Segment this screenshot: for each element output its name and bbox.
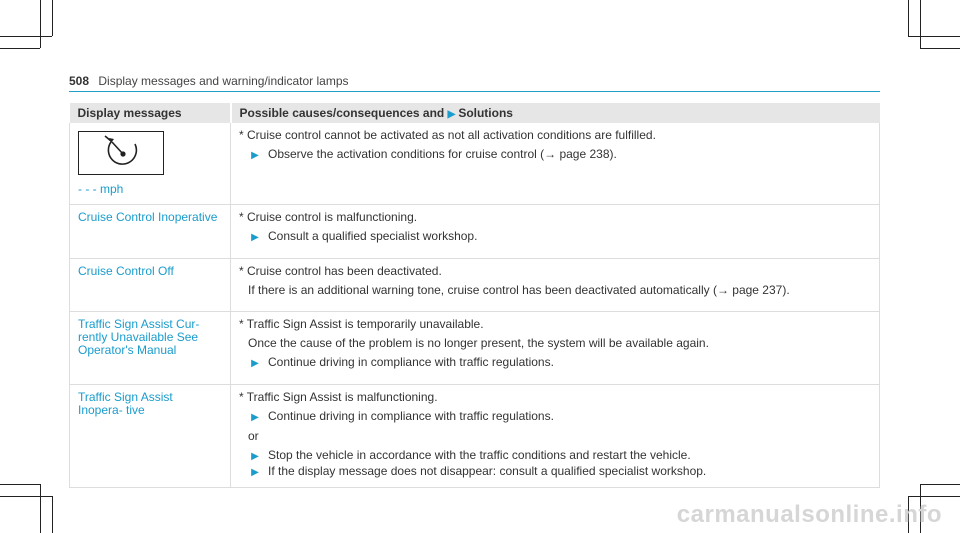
crop-mark (908, 496, 960, 497)
solution-item (239, 410, 871, 424)
crop-mark (52, 496, 53, 533)
cause-text: * Cruise control has been deactivated. (239, 264, 442, 278)
solution-arrow-icon: ▶ (251, 451, 259, 462)
display-messages-table (69, 103, 880, 488)
message-cell (70, 123, 231, 205)
table-row (70, 205, 880, 259)
message-cell (70, 385, 231, 488)
info-text: If there is an additional warning tone, cruise control has been deactivated automatically (→ page 237). (248, 283, 790, 297)
crop-mark (40, 484, 41, 533)
cause-text: * Cruise control is malfunctioning. (239, 210, 418, 224)
crop-mark (920, 484, 960, 485)
column-header-causes-label: Possible causes/consequences and (239, 106, 445, 120)
solution-text: Observe the activation conditions for cruise control (→ page 238). (268, 147, 617, 161)
crop-mark (40, 0, 41, 48)
crop-mark (52, 0, 53, 36)
table-row (70, 312, 880, 385)
solution-text: Continue driving in compliance with traffic regulations. (268, 355, 554, 369)
solution-arrow-icon: ▶ (251, 412, 259, 423)
cause-text: * Cruise control cannot be activated as not all activation conditions are fulfilled. (239, 128, 656, 142)
message-text: Cruise Control Off (78, 264, 174, 278)
crop-mark (0, 36, 52, 37)
watermark: carmanualsonline.info (676, 501, 942, 528)
solution-item (239, 148, 871, 162)
causes-cell (231, 312, 880, 385)
crop-mark (920, 0, 921, 48)
cause-text: * Traffic Sign Assist is temporarily unavailable. (239, 317, 484, 331)
crop-mark (908, 0, 909, 36)
table-row (70, 123, 880, 205)
solution-text: Stop the vehicle in accordance with the traffic conditions and restart the vehicle. (268, 448, 691, 462)
message-text: - - - mph (78, 182, 124, 196)
header-divider (69, 91, 880, 92)
info-text: Once the cause of the problem is no longer present, the system will be available again. (248, 336, 709, 350)
page-number: 508 (69, 74, 90, 88)
solution-text: Continue driving in compliance with traffic regulations. (268, 409, 554, 423)
solution-arrow-icon: ▶ (251, 150, 259, 161)
causes-cell (231, 123, 880, 205)
causes-cell (231, 259, 880, 312)
crop-mark (0, 48, 40, 49)
solution-arrow-icon: ▶ (251, 232, 259, 243)
solution-text: Consult a qualified specialist workshop. (268, 229, 478, 243)
crop-mark (0, 484, 40, 485)
solution-item (239, 230, 871, 244)
message-text: Traffic Sign Assist Inopera- tive (78, 390, 173, 417)
solution-item (239, 449, 871, 463)
causes-cell (231, 205, 880, 259)
message-cell (70, 312, 231, 385)
solution-item (239, 356, 871, 370)
solution-arrow-icon: ▶ (251, 467, 259, 478)
page-title: Display messages and warning/indicator lamps (98, 74, 349, 88)
solution-arrow-icon: ▶ (447, 109, 456, 120)
page-header (69, 74, 349, 88)
message-cell (70, 205, 231, 259)
table-row (70, 385, 880, 488)
causes-cell (231, 385, 880, 488)
column-header-causes (231, 103, 880, 123)
message-cell (70, 259, 231, 312)
message-text: Traffic Sign Assist Cur- rently Unavailable See Operator's Manual (78, 317, 200, 357)
crop-mark (0, 496, 52, 497)
message-text: Cruise Control Inoperative (78, 210, 218, 224)
column-header-messages: Display messages (70, 103, 231, 123)
cause-text: * Traffic Sign Assist is malfunctioning. (239, 390, 438, 404)
speedometer-dial-icon (78, 131, 164, 175)
solution-arrow-icon: ▶ (251, 358, 259, 369)
crop-mark (920, 48, 960, 49)
solution-text: If the display message does not disappear: consult a qualified specialist workshop. (268, 464, 707, 478)
table-header-row (70, 103, 880, 123)
solution-item (239, 465, 871, 479)
crop-mark (908, 36, 960, 37)
table-row (70, 259, 880, 312)
info-text: or (248, 429, 259, 443)
column-header-solutions-label: Solutions (458, 106, 513, 120)
